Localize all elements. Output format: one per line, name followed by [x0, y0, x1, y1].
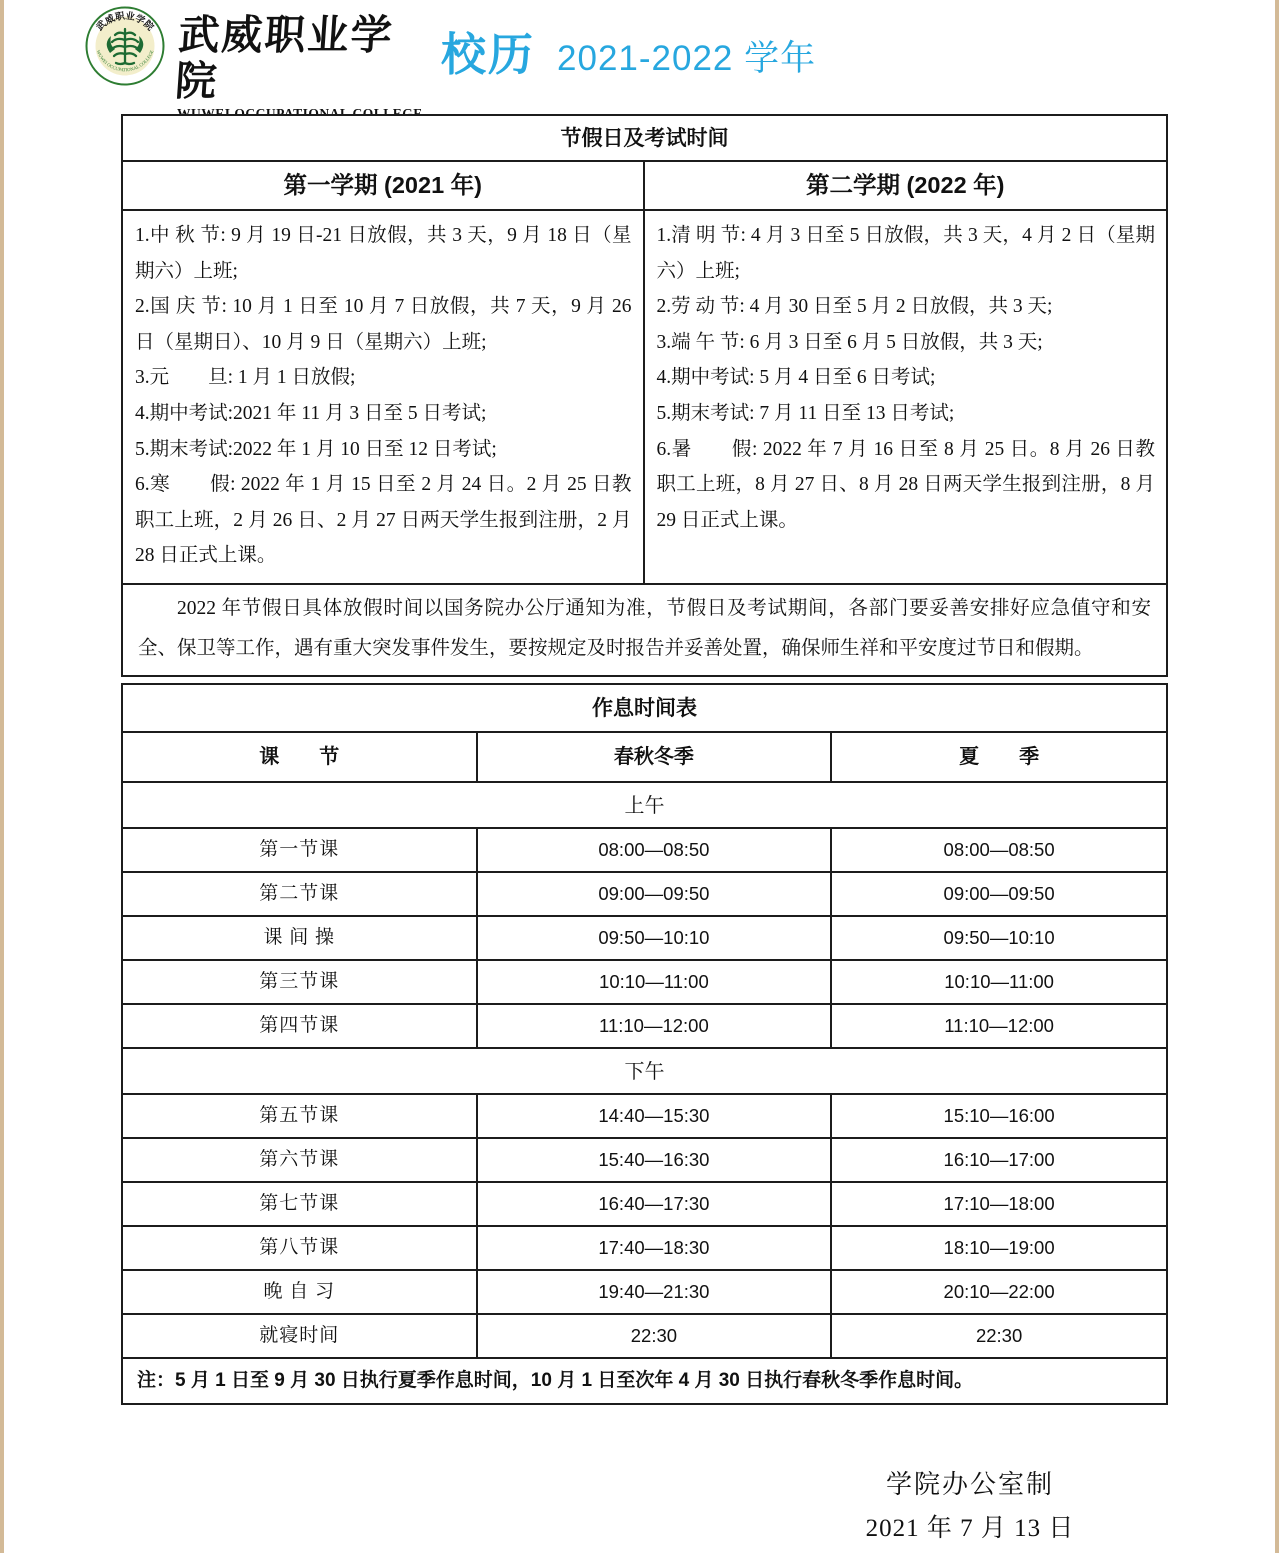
period-name: 晚 自 习	[123, 1271, 478, 1313]
semester-header-row	[123, 162, 1166, 211]
daily-schedule-table	[121, 683, 1168, 1405]
summer-time: 17:10—18:00	[943, 1192, 1055, 1214]
calendar-title	[441, 18, 816, 83]
holiday-item: 1.清 明 节: 4 月 3 日至 5 日放假，共 3 天，4 月 2 日（星期六）上班;	[656, 225, 1155, 282]
logo-arc-text-cn: 武威职业学院	[95, 11, 155, 34]
semester-2-header: 第二学期 (2022 年)	[806, 172, 1005, 198]
schedule-row	[123, 1315, 1166, 1359]
period-name: 第六节课	[123, 1139, 478, 1181]
semester-1-items	[123, 211, 645, 583]
schedule-row	[123, 961, 1166, 1005]
spring-time: 15:40—16:30	[478, 1139, 833, 1181]
period-name: 第五节课	[123, 1095, 478, 1137]
spring-time: 14:40—15:30	[478, 1095, 833, 1137]
page-left-edge	[0, 0, 4, 1553]
holiday-item: 2.劳 动 节: 4 月 30 日至 5 月 2 日放假，共 3 天;	[656, 296, 1053, 318]
spring-time: 09:50—10:10	[478, 917, 833, 959]
spring-time: 09:00—09:50	[478, 873, 833, 915]
spring-time: 08:00—08:50	[478, 829, 833, 871]
semester-body-row	[123, 211, 1166, 583]
holiday-item: 5.期末考试:2022 年 1 月 10 日至 12 日考试;	[135, 438, 497, 460]
holiday-item: 1.中 秋 节: 9 月 19 日-21 日放假，共 3 天，9 月 18 日（星期六）上班;	[135, 225, 632, 282]
semester-1-header: 第一学期 (2021 年)	[123, 162, 645, 209]
section-morning: 上午	[123, 783, 1166, 829]
semester-2-items	[645, 211, 1167, 583]
spring-time: 16:40—17:30	[478, 1183, 833, 1225]
spring-time: 10:10—11:00	[478, 961, 833, 1003]
college-name-cn: 武威职业学院	[173, 12, 396, 104]
column-header-summer: 夏 季	[959, 745, 1040, 768]
schedule-row	[123, 1271, 1166, 1315]
period-name: 第四节课	[123, 1005, 478, 1047]
summer-time: 22:30	[975, 1324, 1023, 1346]
period-name: 课 间 操	[123, 917, 478, 959]
schedule-row	[123, 917, 1166, 961]
holiday-item: 6.暑 假: 2022 年 7 月 16 日至 8 月 25 日。8 月 26 日教职工上班，8 月 27 日、8 月 28 日两天学生报到注册，8 月 29 日正式上课。	[656, 438, 1155, 531]
issuer-line: 学院办公室制	[885, 1470, 1054, 1499]
page-header	[85, 6, 816, 122]
summer-time: 18:10—19:00	[943, 1236, 1055, 1258]
schedule-row	[123, 829, 1166, 873]
schedule-table-note: 注：5 月 1 日至 9 月 30 日执行夏季作息时间，10 月 1 日至次年 4 月 30 日执行春秋冬季作息时间。	[137, 1369, 974, 1391]
page-content	[121, 114, 1168, 1405]
period-name: 第二节课	[123, 873, 478, 915]
holiday-exam-table	[121, 114, 1168, 677]
logo-arc-text-en: WUWEI OCCUPATIONAL COLLEGE	[95, 49, 155, 73]
schedule-row	[123, 873, 1166, 917]
spring-time: 11:10—12:00	[478, 1005, 833, 1047]
schedule-table-title: 作息时间表	[123, 685, 1166, 733]
schedule-row	[123, 1227, 1166, 1271]
section-afternoon: 下午	[123, 1049, 1166, 1095]
schedule-row	[123, 1139, 1166, 1183]
holiday-item: 4.期中考试:2021 年 11 月 3 日至 5 日考试;	[135, 402, 487, 424]
page-right-edge	[1275, 0, 1279, 1553]
calendar-label: 校历	[441, 29, 536, 80]
college-logo-icon	[85, 6, 165, 86]
issue-date: 2021 年 7 月 13 日	[865, 1515, 1075, 1542]
holiday-table-title: 节假日及考试时间	[123, 116, 1166, 162]
holiday-table-note: 2022 年节假日具体放假时间以国务院办公厅通知为准，节假日及考试期间，各部门要妥善安排好应急值守和安全、保卫等工作，遇有重大突发事件发生，要按规定及时报告并妥善处置，确保师生祥和平安度过节日和假期。	[123, 583, 1166, 675]
holiday-item: 3.端 午 节: 6 月 3 日至 6 月 5 日放假，共 3 天;	[656, 331, 1043, 353]
schedule-row	[123, 1183, 1166, 1227]
spring-time: 17:40—18:30	[478, 1227, 833, 1269]
schedule-row	[123, 1005, 1166, 1049]
summer-time: 15:10—16:00	[943, 1104, 1055, 1126]
summer-time: 20:10—22:00	[943, 1280, 1055, 1302]
spring-time: 22:30	[478, 1315, 833, 1357]
holiday-item: 2.国 庆 节: 10 月 1 日至 10 月 7 日放假，共 7 天，9 月 26 日（星期日）、10 月 9 日（星期六）上班;	[135, 296, 632, 353]
schedule-row	[123, 1095, 1166, 1139]
holiday-item: 3.元 旦: 1 月 1 日放假;	[135, 367, 356, 389]
holiday-item: 5.期末考试: 7 月 11 日至 13 日考试;	[656, 402, 955, 424]
spring-time: 19:40—21:30	[478, 1271, 833, 1313]
period-name: 第三节课	[123, 961, 478, 1003]
period-name: 第八节课	[123, 1227, 478, 1269]
period-name: 第一节课	[123, 829, 478, 871]
summer-time: 10:10—11:00	[944, 970, 1054, 992]
holiday-item: 4.期中考试: 5 月 4 日至 6 日考试;	[656, 367, 936, 389]
academic-year: 2021-2022 学年	[557, 39, 817, 78]
period-name: 就寝时间	[123, 1315, 478, 1357]
schedule-header-row	[123, 733, 1166, 783]
college-name-block	[173, 12, 407, 122]
summer-time: 09:50—10:10	[943, 926, 1055, 948]
holiday-item: 6.寒 假: 2022 年 1 月 15 日至 2 月 24 日。2 月 25 日教职工上班，2 月 26 日、2 月 27 日两天学生报到注册，2 月 28 日正式上课。	[135, 474, 632, 567]
column-header-spring: 春秋冬季	[478, 733, 833, 781]
summer-time: 11:10—12:00	[944, 1014, 1054, 1036]
summer-time: 09:00—09:50	[943, 882, 1055, 904]
summer-time: 16:10—17:00	[943, 1148, 1055, 1170]
column-header-period: 课 节	[123, 733, 478, 781]
page-footer	[750, 1464, 1190, 1544]
period-name: 第七节课	[123, 1183, 478, 1225]
summer-time: 08:00—08:50	[943, 838, 1055, 860]
